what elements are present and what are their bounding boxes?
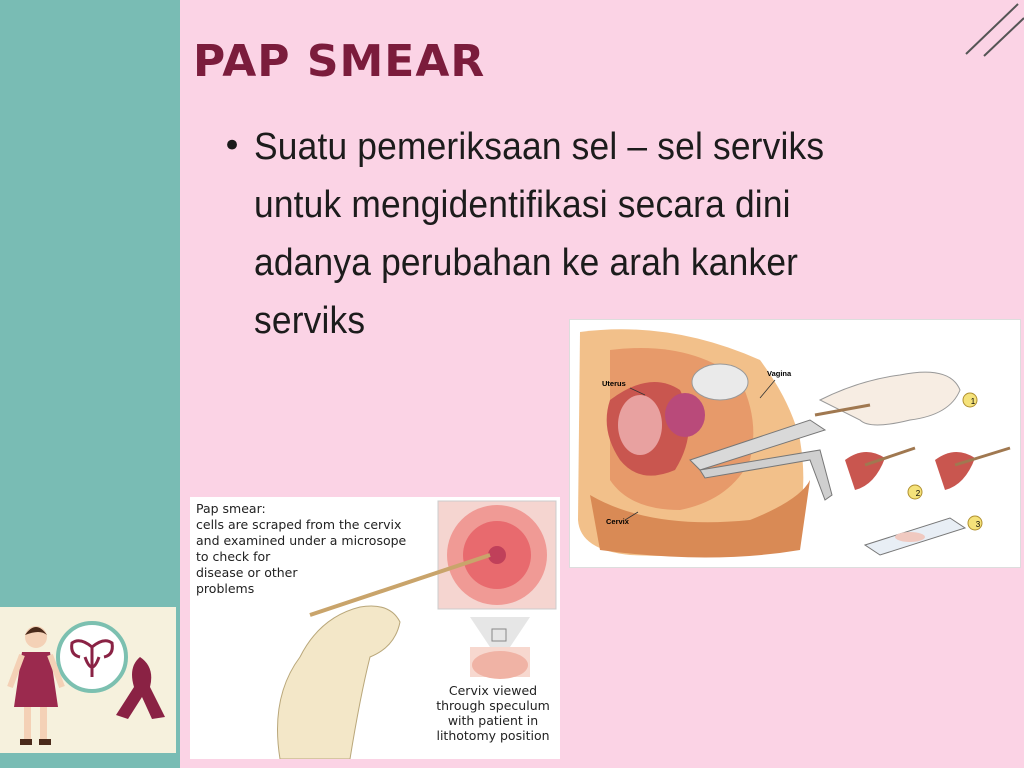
caption-line: with patient in [447,713,539,728]
pap-description-line: to check for [196,549,271,564]
step-number-3: 3 [975,520,981,529]
awareness-illustration [0,607,176,753]
uterus-label: Uterus [602,379,626,388]
step-number-2: 2 [915,489,921,498]
bullet-item [222,118,942,350]
vagina-label: Vagina [767,369,792,378]
speculum-diagram-illustration [570,320,1020,567]
caption-line: lithotomy position [436,728,550,743]
speculum-view-caption [430,683,556,743]
step-number-1: 1 [970,397,976,406]
pap-smear-image [190,497,560,759]
pap-smear-description [196,501,426,597]
bullet-text: Suatu pemeriksaan sel – sel serviks untuk mengidentifikasi secara dini adanya perubahan ke arah kanker serviks [254,126,825,342]
pap-description-line: and examined under a microsope [196,533,407,548]
bullet-dot-icon: • [222,126,243,166]
corner-lines-decoration [954,0,1024,60]
pap-description-line: Pap smear: [196,501,266,516]
pap-description-line: problems [196,581,255,596]
pap-description-line: cells are scraped from the cervix [196,517,402,532]
caption-line: through speculum [436,698,550,713]
speculum-diagram-image [569,319,1021,568]
cervix-label: Cervix [606,517,629,526]
caption-line: Cervix viewed [448,683,538,698]
pap-description-line: disease or other [196,565,298,580]
slide-title: PAP SMEAR [193,36,486,87]
cervical-cancer-awareness-icon [0,607,176,753]
